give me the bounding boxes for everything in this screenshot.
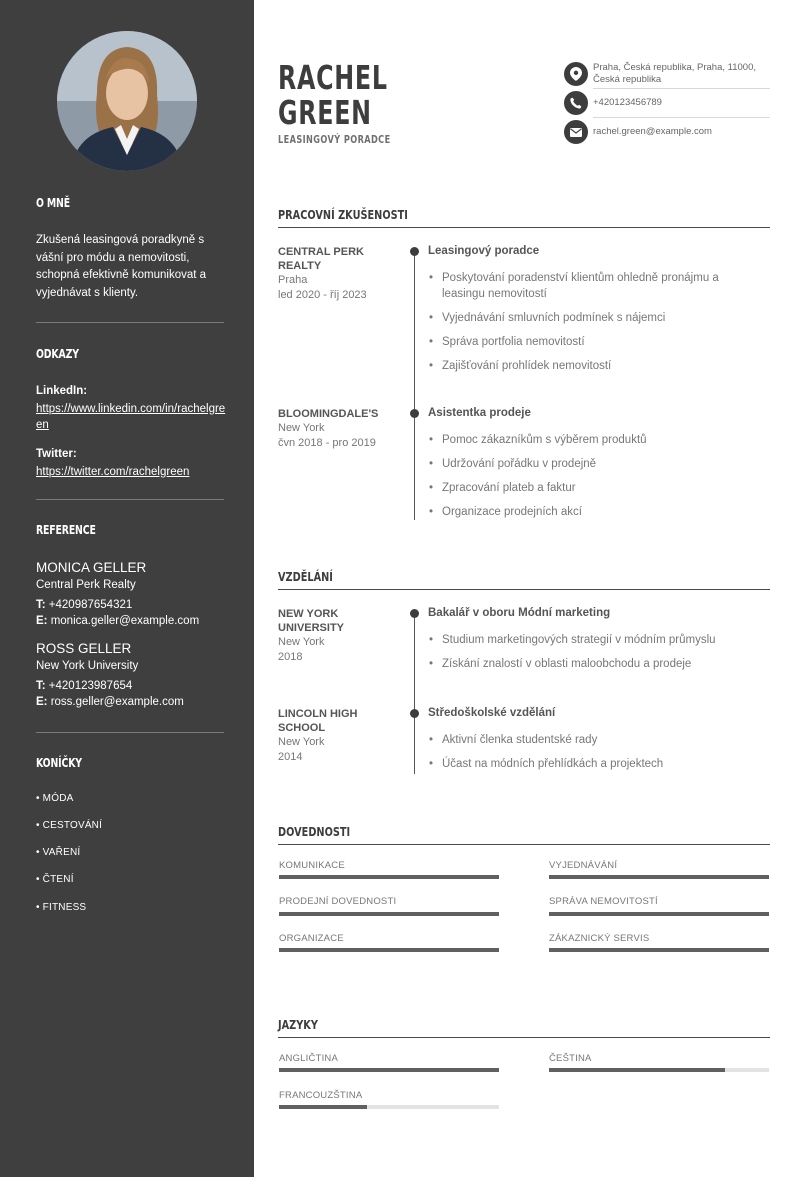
skill-bar: [549, 948, 769, 952]
education-bullet: • Aktivní členka studentské rady: [429, 732, 759, 748]
education-degree: Středoškolské vzdělání: [428, 707, 556, 719]
experience-org: CENTRAL PERK REALTY: [278, 246, 364, 272]
hobby-item: • MÓDA: [36, 793, 74, 804]
experience-location: Praha: [278, 274, 308, 286]
skills-heading: DOVEDNOSTI: [278, 824, 351, 839]
profile-photo: [57, 31, 197, 171]
hobby-item: • VAŘENÍ: [36, 847, 81, 858]
language-label: FRANCOUZŠTINA: [279, 1090, 363, 1101]
education-heading: VZDĚLÁNÍ: [278, 569, 333, 584]
contact-divider: [593, 88, 770, 89]
timeline-line: [414, 250, 415, 520]
timeline-dot: [410, 609, 419, 618]
timeline-dot: [410, 247, 419, 256]
education-bullet: • Studium marketingových strategií v módním průmyslu: [429, 632, 759, 648]
experience-location: New York: [278, 422, 325, 434]
reference-name: ROSS GELLER: [36, 641, 132, 656]
experience-role: Asistentka prodeje: [428, 407, 531, 419]
sidebar-divider: [36, 322, 224, 323]
twitter-label: Twitter:: [36, 448, 77, 460]
education-bullet: • Získání znalostí v oblasti maloobchodu a prodeje: [429, 656, 759, 672]
education-org: LINCOLN HIGH SCHOOL: [278, 708, 358, 734]
education-dates: 2018: [278, 651, 303, 663]
education-bullet: • Účast na módních přehlídkách a projektech: [429, 756, 759, 772]
sidebar-divider: [36, 732, 224, 733]
experience-bullet: • Udržování pořádku v prodejně: [429, 456, 759, 472]
phone-text: +420123456789: [593, 97, 662, 108]
experience-bullet: • Pomoc zákazníkům s výběrem produktů: [429, 432, 759, 448]
experience-role: Leasingový poradce: [428, 245, 540, 257]
skill-bar-fill: [549, 875, 769, 879]
links-heading: ODKAZY: [36, 347, 79, 361]
about-text: Zkušená leasingová poradkyně s vášní pro módu a nemovitosti, schopná efektivně komunikovat a vyjednávat s klienty.: [36, 234, 207, 299]
language-bar-fill: [549, 1068, 725, 1072]
skill-bar: [549, 912, 769, 916]
hobby-item: • ČTENÍ: [36, 874, 74, 885]
language-label: ANGLIČTINA: [279, 1053, 339, 1064]
language-bar-fill: [279, 1068, 499, 1072]
first-name: RACHEL: [278, 58, 388, 97]
link-twitter: [36, 446, 226, 480]
linkedin-link[interactable]: https://www.linkedin.com/in/rachelgreen: [36, 402, 226, 431]
experience-bullet: • Zajišťování prohlídek nemovitostí: [429, 358, 759, 374]
experience-bullet: • Správa portfolia nemovitostí: [429, 334, 759, 350]
skill-label: ORGANIZACE: [279, 933, 344, 944]
skill-label: SPRÁVA NEMOVITOSTÍ: [549, 896, 658, 907]
skill-bar-fill: [549, 912, 769, 916]
experience-heading: PRACOVNÍ ZKUŠENOSTI: [278, 207, 408, 222]
experience-bullet: • Vyjednávání smluvních podmínek s nájemci: [429, 310, 759, 326]
last-name: GREEN: [278, 93, 372, 132]
skill-bar-fill: [279, 948, 499, 952]
about-heading: O MNĚ: [36, 196, 70, 210]
reference-email: E: ross.geller@example.com: [36, 696, 184, 708]
education-dates: 2014: [278, 751, 303, 763]
references-heading: REFERENCE: [36, 523, 96, 537]
hobby-item: • FITNESS: [36, 902, 87, 913]
envelope-icon: [564, 120, 588, 144]
reference-org: New York University: [36, 659, 139, 672]
sidebar: [0, 0, 254, 1177]
map-pin-icon: [564, 62, 588, 86]
skill-bar: [279, 875, 499, 879]
section-rule: [278, 227, 770, 228]
skill-bar-fill: [549, 948, 769, 952]
skill-bar: [549, 875, 769, 879]
experience-dates: led 2020 - říj 2023: [278, 289, 367, 301]
education-location: New York: [278, 636, 325, 648]
skill-bar: [279, 912, 499, 916]
reference-org: Central Perk Realty: [36, 578, 136, 591]
phone-icon: [564, 91, 588, 115]
languages-heading: JAZYKY: [278, 1017, 318, 1032]
timeline-line: [414, 612, 415, 774]
reference-phone: T: +420123987654: [36, 680, 133, 692]
contact-address: [564, 62, 770, 86]
language-bar: [549, 1068, 769, 1072]
linkedin-label: LinkedIn:: [36, 385, 88, 397]
twitter-link[interactable]: https://twitter.com/rachelgreen: [36, 465, 190, 478]
skill-bar-fill: [279, 912, 499, 916]
link-linkedin: [36, 383, 226, 433]
education-org: NEW YORK UNIVERSITY: [278, 608, 345, 634]
reference-email: E: monica.geller@example.com: [36, 615, 200, 627]
address-text: Praha, Česká republika, Praha, 11000, Česká republika: [593, 62, 757, 85]
section-rule: [278, 1037, 770, 1038]
reference-item: [36, 559, 226, 629]
skill-label: PRODEJNÍ DOVEDNOSTI: [279, 896, 397, 907]
contact-email: [564, 120, 770, 144]
contact-phone: [564, 91, 770, 115]
education-degree: Bakalář v oboru Módní marketing: [428, 607, 611, 619]
experience-bullet: • Organizace prodejních akcí: [429, 504, 759, 520]
timeline-dot: [410, 409, 419, 418]
skill-bar-fill: [279, 875, 499, 879]
section-rule: [278, 589, 770, 590]
language-label: ČEŠTINA: [549, 1053, 592, 1064]
skill-label: ZÁKAZNICKÝ SERVIS: [549, 933, 650, 944]
hobbies-heading: KONÍČKY: [36, 756, 82, 770]
reference-name: MONICA GELLER: [36, 560, 147, 575]
job-title: LEASINGOVÝ PORADCE: [278, 134, 391, 146]
experience-dates: čvn 2018 - pro 2019: [278, 437, 376, 449]
hobby-item: • CESTOVÁNÍ: [36, 820, 103, 831]
reference-item: [36, 640, 226, 710]
skill-bar: [279, 948, 499, 952]
language-bar: [279, 1105, 499, 1109]
sidebar-divider: [36, 499, 224, 500]
section-rule: [278, 844, 770, 845]
email-text[interactable]: rachel.green@example.com: [593, 126, 712, 137]
language-bar: [279, 1068, 499, 1072]
experience-org: BLOOMINGDALE'S: [278, 408, 379, 420]
timeline-dot: [410, 709, 419, 718]
reference-phone: T: +420987654321: [36, 599, 133, 611]
language-bar-fill: [279, 1105, 367, 1109]
skill-label: VYJEDNÁVÁNÍ: [549, 860, 618, 871]
contact-divider: [593, 117, 770, 118]
skill-label: KOMUNIKACE: [279, 860, 345, 871]
education-location: New York: [278, 736, 325, 748]
experience-bullet: • Poskytování poradenství klientům ohledně pronájmu a leasingu nemovitostí: [429, 270, 759, 302]
experience-bullet: • Zpracování plateb a faktur: [429, 480, 759, 496]
